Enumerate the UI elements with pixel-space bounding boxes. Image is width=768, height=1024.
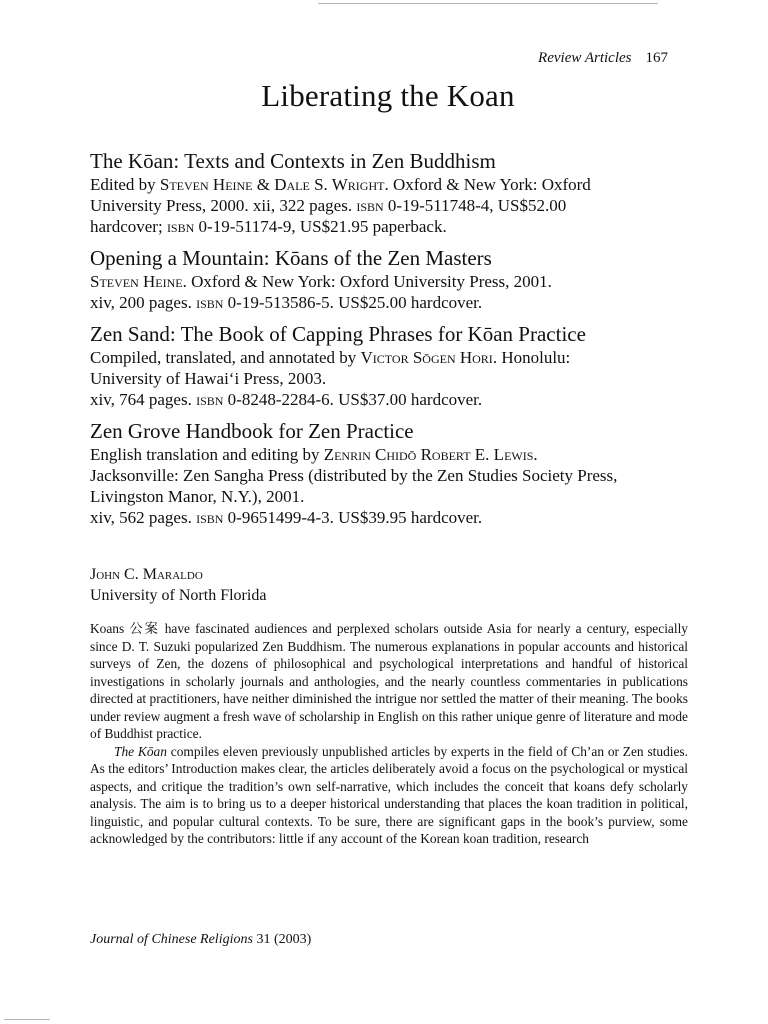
reviewed-book [90, 321, 688, 410]
article-title: Liberating the Koan [261, 78, 515, 113]
reviewed-book [90, 418, 688, 528]
journal-footer [90, 932, 311, 948]
citation-smallcaps: Zenrin Chidō Robert E. Lewis [323, 445, 534, 464]
running-head-section: Review Articles [538, 50, 632, 66]
book-title: Zen Grove Handbook for Zen Practice [90, 419, 414, 443]
citation-text: Livingston Manor, N.Y.), 2001. [90, 487, 305, 506]
book-citation-line [90, 271, 688, 292]
book-citation-line [90, 347, 688, 368]
page-number: 167 [645, 50, 668, 66]
citation-text: xiv, 764 pages. [90, 390, 197, 409]
scan-edge-top [318, 3, 658, 4]
book-citation-line [90, 292, 688, 313]
paragraph-text: compiles eleven previously unpublished articles by experts in the field of Ch’an or Zen studies. As the editors’ Introduction makes clear, the articles deliberately avoid a focus on the psychological or mystical aspects, and critique the tradition’s own self-narrative, which includes the conceit that koans defy scholarly analysis. The aim is to bring us to a deeper historical understanding that places the koan tradition in political, linguistic, and popular cultural contexts. To be sure, there are significant gaps in the book’s purview, some acknowledged by the contributors: little if any account of the Korean koan tradition, research [90, 743, 688, 846]
citation-text: xiv, 562 pages. [90, 508, 197, 527]
review-author [90, 564, 266, 606]
citation-smallcaps: isbn [196, 508, 224, 527]
citation-text: xiv, 200 pages. [90, 293, 197, 312]
body-paragraph [90, 743, 688, 848]
citation-text: 0-19-51174-9, US$21.95 paperback. [194, 217, 447, 236]
citation-text: University of Hawai‘i Press, 2003. [90, 369, 327, 388]
journal-name: Journal of Chinese Religions [90, 932, 253, 947]
reviewed-book [90, 148, 688, 237]
book-citation-line [90, 507, 688, 528]
author-name: John C. Maraldo [90, 566, 203, 583]
citation-text: University Press, 2000. xii, 322 pages. [90, 196, 357, 215]
book-title: Opening a Mountain: Kōans of the Zen Masters [90, 246, 492, 270]
citation-smallcaps: isbn [356, 196, 384, 215]
citation-text: Jacksonville: Zen Sangha Press (distributed by the Zen Studies Society Press, [90, 466, 618, 485]
citation-smallcaps: Steven Heine & Dale S. Wright [159, 175, 385, 194]
citation-text: . [533, 445, 538, 464]
body-paragraph [90, 620, 688, 743]
citation-text: 0-19-511748-4, US$52.00 [383, 196, 567, 215]
citation-text: 0-9651499-4-3. US$39.95 hardcover. [223, 508, 483, 527]
citation-smallcaps: isbn [166, 217, 195, 236]
paragraph-italic: The Kōan [114, 743, 167, 759]
book-citation-line [90, 216, 688, 237]
citation-text: Edited by [90, 175, 160, 194]
paragraph-text: Koans 公案 have fascinated audiences and perplexed scholars outside Asia for nearly a century, especially since D. T. Suzuki popularized Zen Buddhism. The numerous explanations in popular accounts and historical surveys of Zen, the dozens of philosophical and psychological interpretations and handful of historical investigations in scholarly journals and anthologies, and the nearly countless commentaries in publications directed at practitioners, have neither diminished the intrigue nor settled the matter of their meaning. The books under review augment a fresh wave of scholarship in English on this rather unique genre of literature and mode of Buddhist practice. [90, 621, 688, 741]
review-body [90, 620, 688, 848]
journal-citation: 31 (2003) [256, 932, 312, 947]
book-title: Zen Sand: The Book of Capping Phrases for Kōan Practice [90, 322, 586, 346]
author-affiliation: University of North Florida [90, 587, 267, 604]
book-citation-line [90, 174, 688, 195]
book-citation-line [90, 444, 688, 465]
citation-text: 0-8248-2284-6. US$37.00 hardcover. [223, 390, 483, 409]
book-citation-line [90, 465, 688, 486]
citation-text: hardcover; [90, 217, 167, 236]
citation-text: Compiled, translated, and annotated by [90, 348, 361, 367]
book-citation-line [90, 368, 688, 389]
reviewed-book [90, 245, 688, 313]
running-head [90, 50, 668, 67]
citation-smallcaps: Steven Heine [90, 272, 183, 291]
book-title: The Kōan: Texts and Contexts in Zen Buddhism [90, 149, 496, 173]
citation-text: . Oxford & New York: Oxford University Press, 2001. [182, 272, 552, 291]
book-citation-line [90, 195, 688, 216]
book-citation-line [90, 486, 688, 507]
citation-text: . Honolulu: [492, 348, 571, 367]
scan-edge-bottom [4, 1019, 50, 1020]
citation-smallcaps: Victor Sōgen Hori [360, 348, 493, 367]
book-citation-line [90, 389, 688, 410]
reviewed-books-list [90, 148, 688, 536]
citation-smallcaps: isbn [196, 390, 224, 409]
citation-text: . Oxford & New York: Oxford [384, 175, 591, 194]
citation-smallcaps: isbn [196, 293, 224, 312]
citation-text: English translation and editing by [90, 445, 324, 464]
citation-text: 0-19-513586-5. US$25.00 hardcover. [223, 293, 483, 312]
